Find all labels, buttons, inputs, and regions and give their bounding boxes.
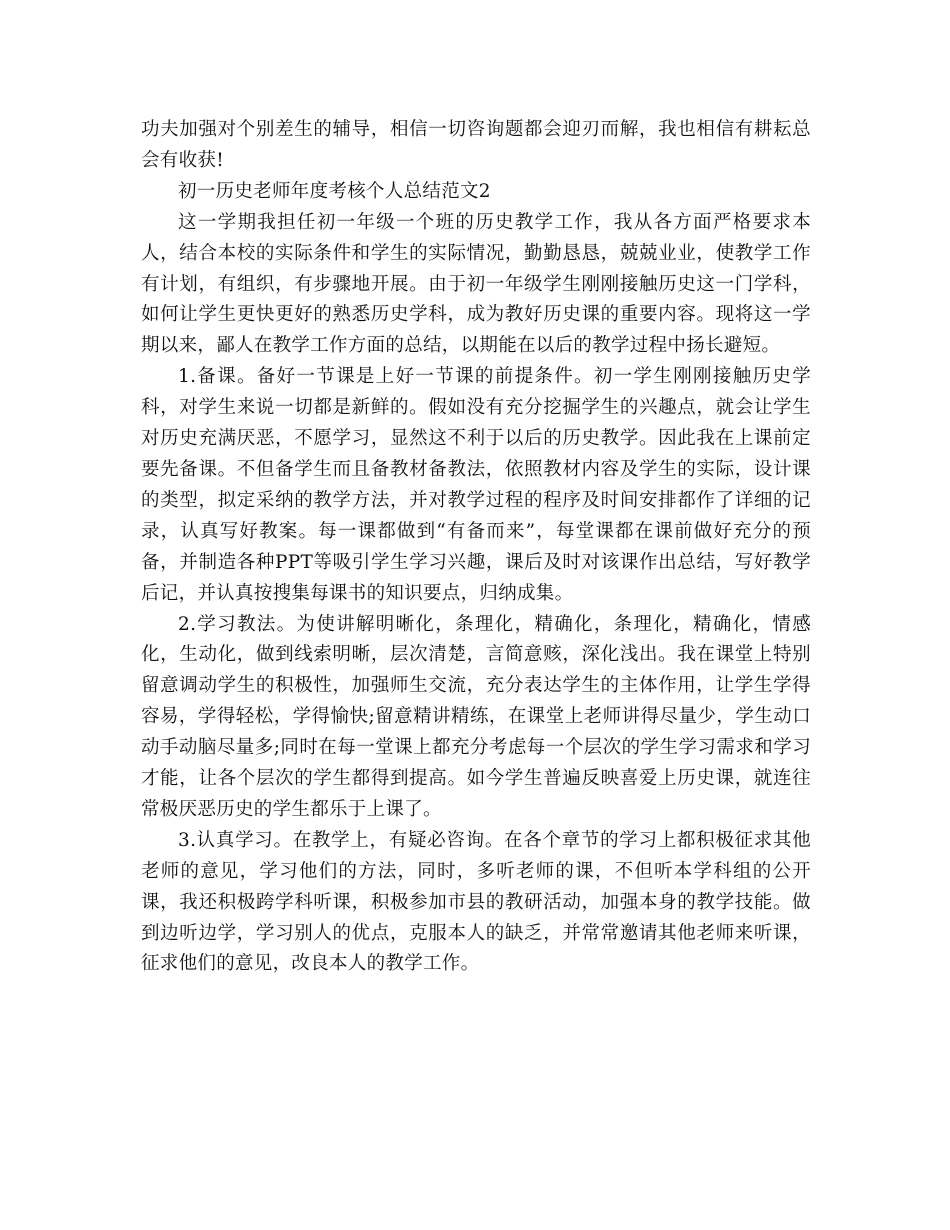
paragraph-lesson-preparation: 1.备课。备好一节课是上好一节课的前提条件。初一学生刚刚接触历史学科，对学生来说一切都是新鲜的。假如没有充分挖掘学生的兴趣点，就会让学生对历史充满厌恶，不愿学习，显然这不利于以后的历史教学。因此我在上课前定要先备课。不但备学生而且备教材备教法，依照教材内容及学生的实际，设计课的类型，拟定采纳的教学方法，并对教学过程的程序及时间安排都作了详细的记录，认真写好教案。每一课都做到“有备而来”，每堂课都在课前做好充分的预备，并制造各种PPT等吸引学生学习兴趣，课后及时对该课作出总结，写好教学后记，并认真按搜集每课书的知识要点，归纳成集。	[141, 366, 811, 604]
paragraph-intro: 这一学期我担任初一年级一个班的历史教学工作，我从各方面严格要求本人，结合本校的实际条件和学生的实际情况，勤勤恳恳，兢兢业业，使教学工作有计划，有组织，有步骤地开展。由于初一年级学生刚刚接触历史这一门学科，如何让学生更快更好的熟悉历史学科，成为教好历史课的重要内容。现将这一学期以来，鄙人在教学工作方面的总结，以期能在以后的教学过程中扬长避短。	[141, 211, 811, 357]
paragraph-continuation: 功夫加强对个别差生的辅导，相信一切咨询题都会迎刃而解，我也相信有耕耘总会有收获!	[141, 119, 811, 171]
paragraph-teaching-methods: 2.学习教法。为使讲解明晰化，条理化，精确化，条理化，精确化，情感化，生动化，做到线索明晰，层次清楚，言简意赅，深化浅出。我在课堂上特别留意调动学生的积极性，加强师生交流，充分表达学生的主体作用，让学生学得容易，学得轻松，学得愉快;留意精讲精练，在课堂上老师讲得尽量少，学生动口动手动脑尽量多;同时在每一堂课上都充分考虑每一个层次的学生学习需求和学习才能，让各个层次的学生都得到提高。如今学生普遍反映喜爱上历史课，就连往常极厌恶历史的学生都乐于上课了。	[141, 613, 811, 820]
paragraph-study: 3.认真学习。在教学上，有疑必咨询。在各个章节的学习上都积极征求其他老师的意见，学习他们的方法，同时，多听老师的课，不但听本学科组的公开课，我还积极跨学科听课，积极参加市县的教研活动，加强本身的教学技能。做到边听边学，学习别人的优点，克服本人的缺乏，并常常邀请其他老师来听课，征求他们的意见，改良本人的教学工作。	[141, 829, 811, 975]
section-heading: 初一历史老师年度考核个人总结范文2	[178, 180, 491, 202]
document-body	[141, 115, 811, 980]
